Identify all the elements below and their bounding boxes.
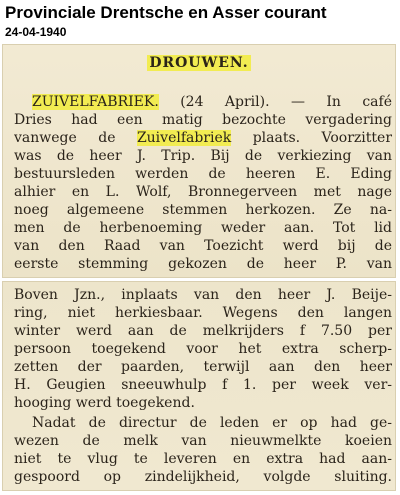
article-heading <box>2 52 396 71</box>
newspaper-clipping <box>2 44 396 491</box>
publication-date: 24-04-1940 <box>5 25 67 39</box>
highlighted-term: ZUIVELFABRIEK. <box>32 94 159 110</box>
article-line: Dries had een matig bezochte vergadering <box>14 112 392 128</box>
article-line: men de herbenoeming weder aan. Tot lid <box>14 220 392 236</box>
article-line: Nadat de directur de leden er op had ge- <box>32 415 392 431</box>
article-heading-text: DROUWEN. <box>149 55 249 71</box>
clipping-piece-top <box>2 44 396 278</box>
clipping-header <box>0 0 400 44</box>
article-line: wezen de melk van nieuwmelkte koeien <box>14 433 392 449</box>
article-line: winter werd aan de melkrijders f 7.50 per <box>14 323 392 339</box>
article-line: eerste stemming gekozen de heer P. van <box>14 256 392 272</box>
article-line-text: (24 April). — In café <box>180 94 392 110</box>
article-line: persoon toegekend voor het extra scherp- <box>14 341 392 357</box>
article-line: zetten der paarden, terwijl aan den heer <box>14 359 392 375</box>
article-line: hooging werd toegekend. <box>14 395 195 411</box>
article-line: niet te vlug te leveren en extra had aan- <box>14 451 392 467</box>
article-line: ring, niet herkiesbaar. Wegens den langen <box>14 305 392 321</box>
article-line: H. Geugien sneeuwhulp f 1. per week ver- <box>14 377 392 393</box>
article-line: van den Raad van Toezicht werd bij de <box>14 238 392 254</box>
article-line-text: vanwege de <box>14 130 116 146</box>
article-line <box>14 94 392 110</box>
article-line: noeg algemeene stemmen herkozen. Ze na- <box>14 202 392 218</box>
article-line: gespoord op zindelijkheid, volgde sluiting. <box>14 469 392 485</box>
article-line-text: plaats. Voorzitter <box>252 130 392 146</box>
article-line: was de heer J. Trip. Bij de verkiezing van <box>14 148 392 164</box>
article-line: bestuursleden werden de heeren E. Eding <box>14 166 392 182</box>
article-line: alhier en L. Wolf, Bronnegerveen met nage <box>14 184 392 200</box>
clipping-piece-bottom <box>2 281 396 491</box>
newspaper-title: Provinciale Drentsche en Asser courant <box>5 3 327 22</box>
highlighted-term: Zuivelfabriek <box>136 130 232 146</box>
article-line <box>14 130 392 146</box>
article-line: Boven Jzn., inplaats van den heer J. Beije- <box>14 287 392 303</box>
